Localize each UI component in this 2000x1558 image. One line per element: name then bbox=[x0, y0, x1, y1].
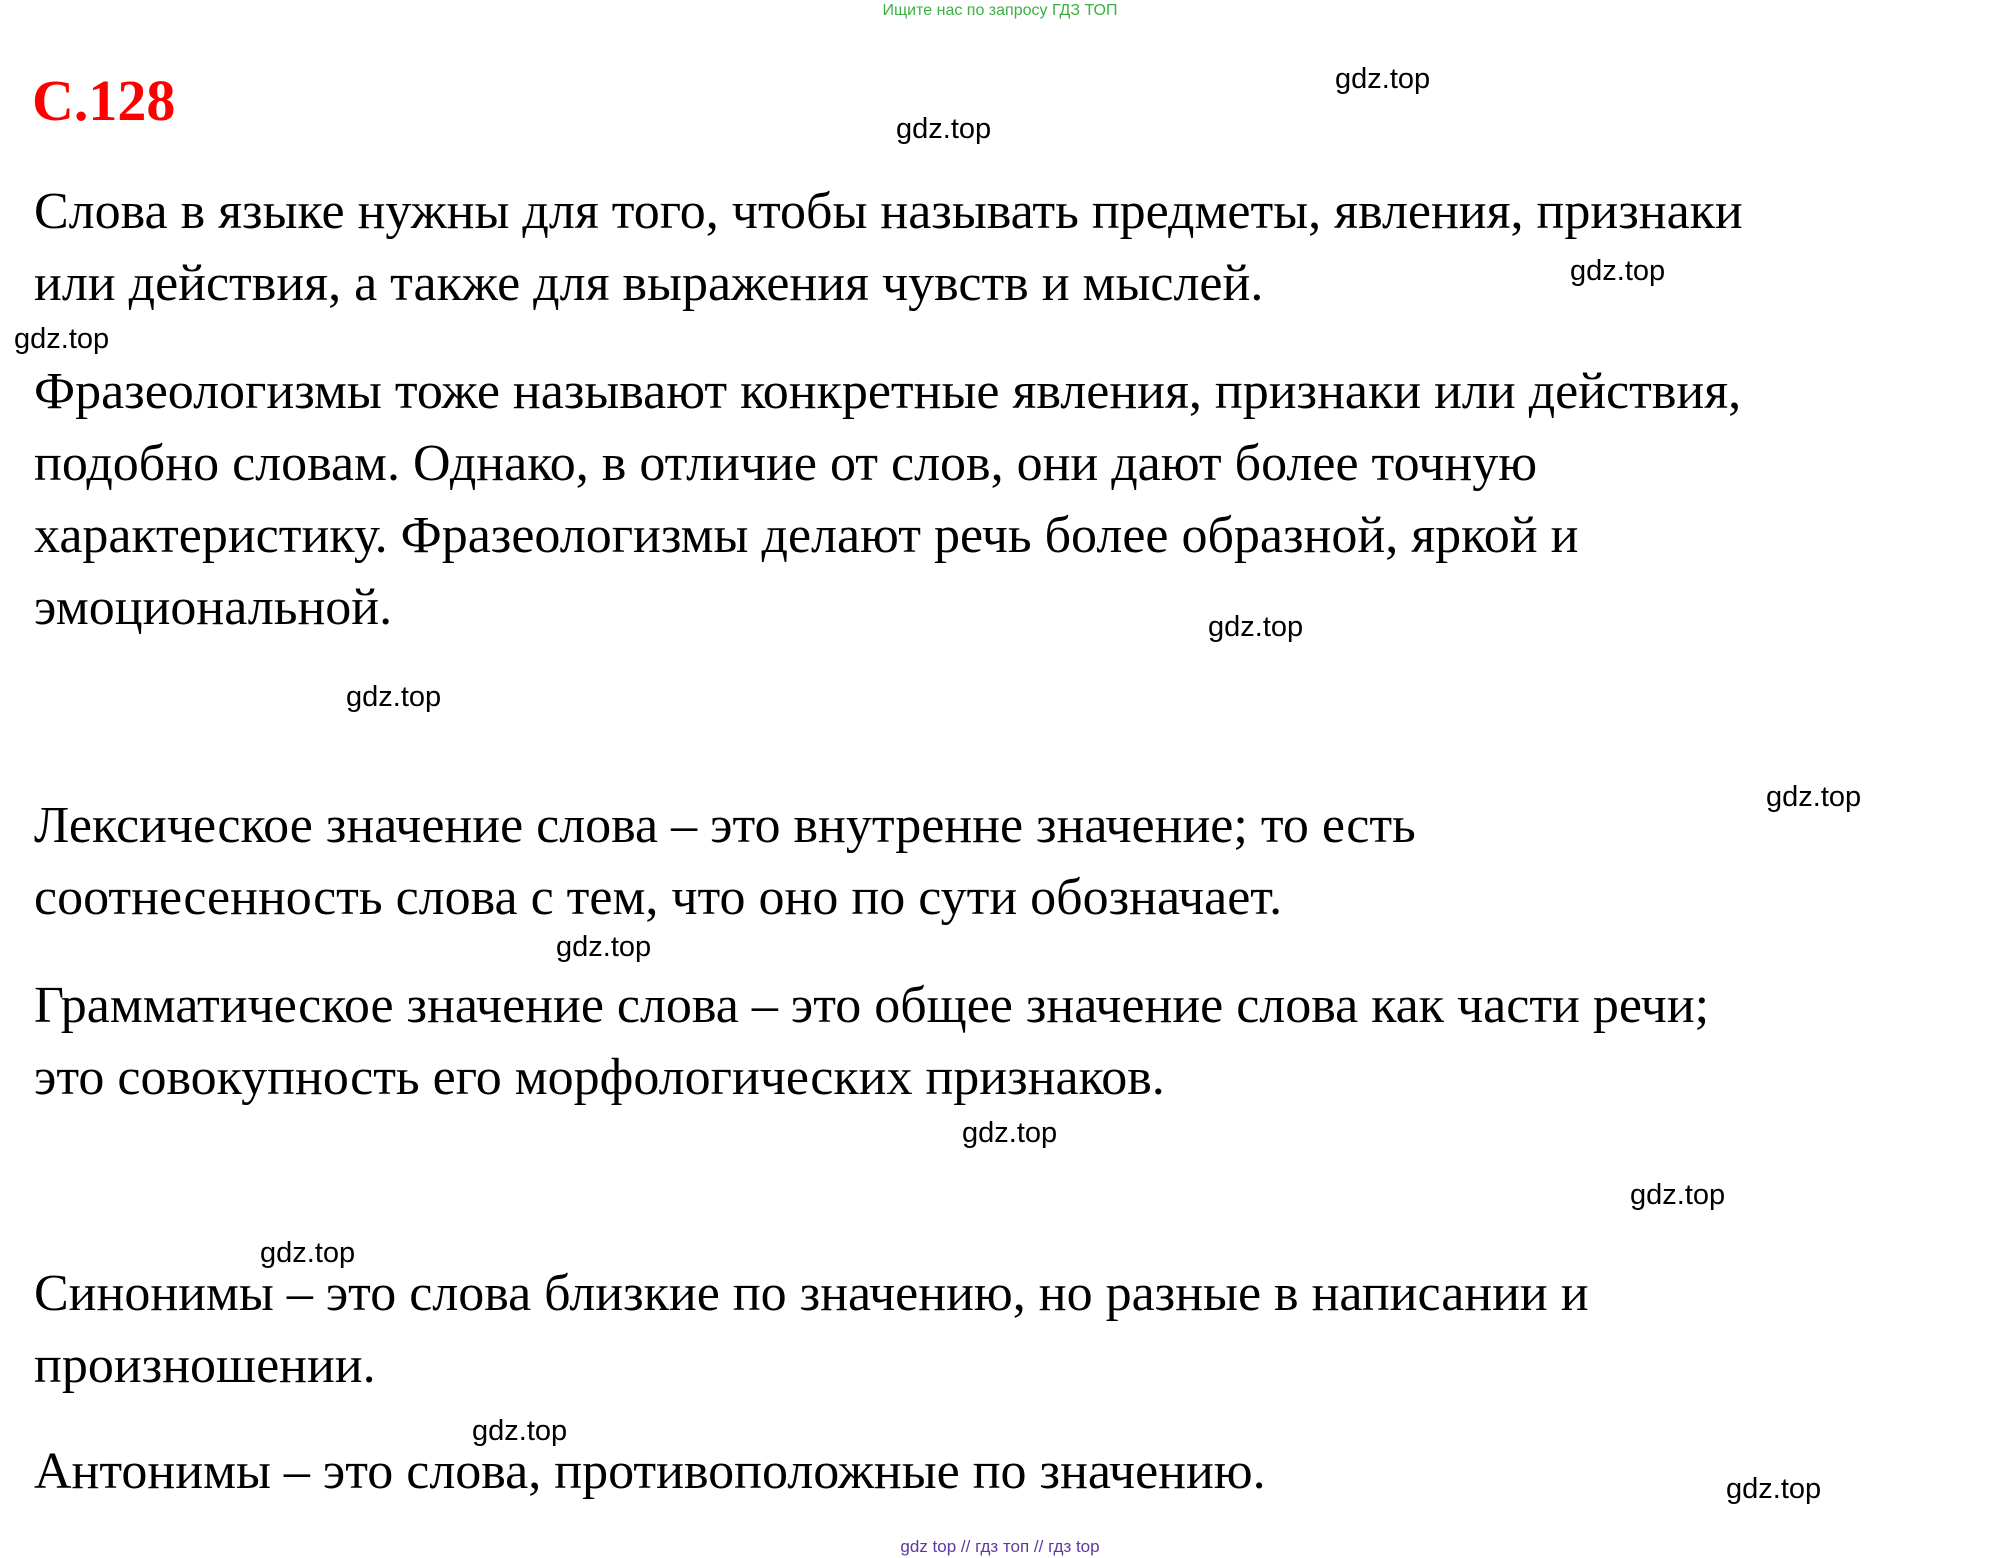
watermark: gdz.top bbox=[1570, 255, 1666, 287]
paragraph-line: произношении. bbox=[34, 1337, 376, 1394]
paragraph-line: Лексическое значение слова – это внутренне значение; то есть bbox=[34, 797, 1416, 854]
paragraph-line: подобно словам. Однако, в отличие от слов, они дают более точную bbox=[34, 435, 1538, 492]
footer-links: gdz top // гдз топ // гдз top bbox=[900, 1537, 1100, 1556]
paragraph-line: Синонимы – это слова близкие по значению, но разные в написании и bbox=[34, 1265, 1589, 1322]
paragraph-line: характеристику. Фразеологизмы делают речь более образной, яркой и bbox=[34, 507, 1579, 564]
paragraph-line: или действия, а также для выражения чувств и мыслей. bbox=[34, 255, 1264, 312]
paragraph-line: это совокупность его морфологических признаков. bbox=[34, 1049, 1165, 1106]
watermark: gdz.top bbox=[962, 1117, 1058, 1149]
watermark: gdz.top bbox=[1630, 1179, 1726, 1211]
paragraph-phraseologisms bbox=[34, 356, 1994, 644]
paragraph-line: Антонимы – это слова, противоположные по значению. bbox=[34, 1443, 1266, 1500]
paragraph-grammatical-meaning bbox=[34, 970, 1994, 1114]
paragraph-line: Грамматическое значение слова – это общее значение слова как части речи; bbox=[34, 977, 1710, 1034]
paragraph-lexical-meaning bbox=[34, 790, 1994, 934]
watermark: gdz.top bbox=[1208, 611, 1304, 643]
watermark: gdz.top bbox=[556, 931, 652, 963]
paragraph-line: эмоциональной. bbox=[34, 579, 393, 636]
paragraph-words-purpose bbox=[34, 176, 1994, 320]
paragraph-line: Слова в языке нужны для того, чтобы называть предметы, явления, признаки bbox=[34, 183, 1743, 240]
page-number: С.128 bbox=[32, 68, 176, 133]
watermark: gdz.top bbox=[472, 1415, 568, 1447]
paragraph-line: соотнесенность слова с тем, что оно по сути обозначает. bbox=[34, 869, 1283, 926]
watermark: gdz.top bbox=[1335, 63, 1431, 95]
watermark: gdz.top bbox=[896, 113, 992, 145]
watermark: gdz.top bbox=[1766, 781, 1862, 813]
watermark: gdz.top bbox=[346, 681, 442, 713]
watermark: gdz.top bbox=[1726, 1473, 1822, 1505]
watermark: gdz.top bbox=[260, 1237, 356, 1269]
paragraph-line: Фразеологизмы тоже называют конкретные явления, признаки или действия, bbox=[34, 363, 1742, 420]
paragraph-synonyms bbox=[34, 1258, 1994, 1402]
top-banner: Ищите нас по запросу ГДЗ ТОП bbox=[882, 2, 1118, 19]
paragraph-antonyms bbox=[34, 1436, 1994, 1508]
watermark: gdz.top bbox=[14, 323, 110, 355]
